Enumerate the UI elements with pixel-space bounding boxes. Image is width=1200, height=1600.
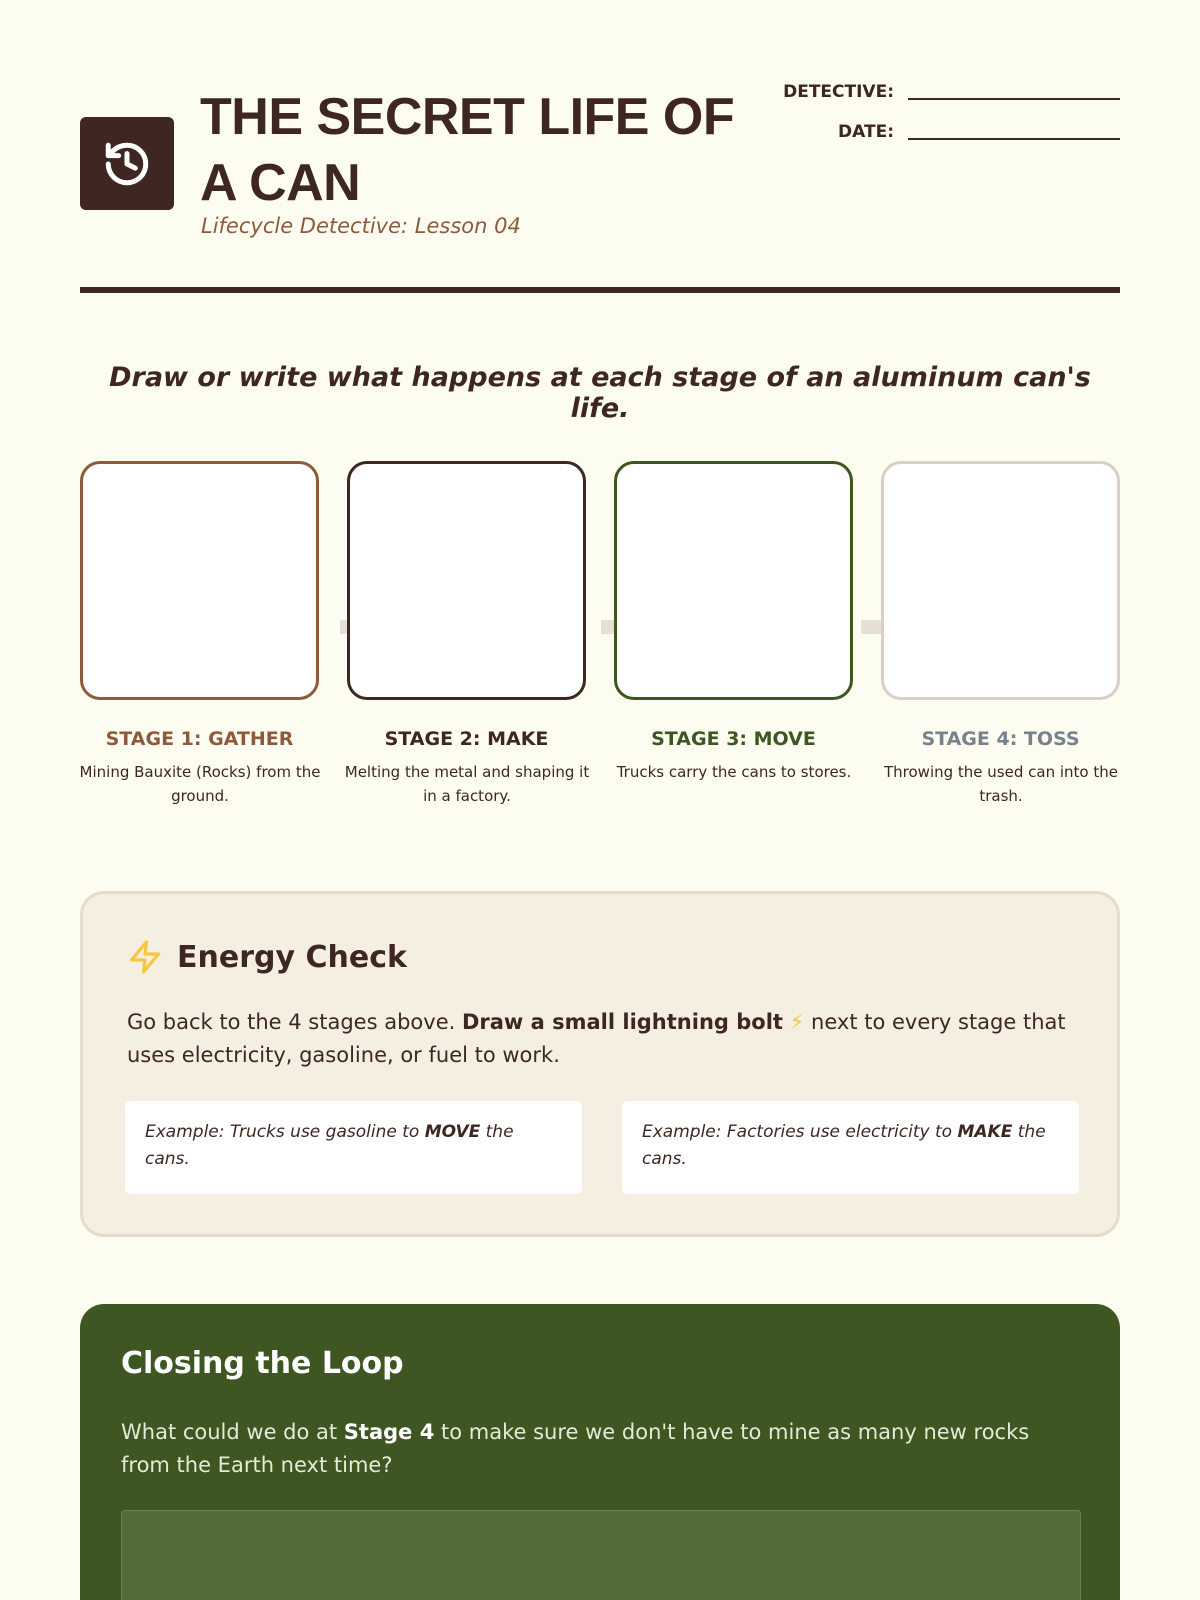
closing-loop-answer-area[interactable] [121, 1510, 1081, 1600]
example-text: the cans. [145, 1122, 514, 1169]
detective-input-line[interactable] [908, 98, 1120, 100]
energy-check-title: Energy Check [177, 939, 407, 975]
loop-text-part2: to make sure we don't have to mine as many new rocks from the Earth next time? [121, 1420, 1030, 1477]
stage-4-description: Throwing the used can into the trash. [884, 763, 1118, 805]
detective-field [783, 82, 1120, 102]
energy-text-part2: next to every stage that uses electricity, gasoline, or fuel to work. [127, 1010, 1066, 1067]
example-text: Example: Factories use electricity to [642, 1122, 958, 1142]
example-keyword: MOVE [424, 1122, 481, 1142]
energy-text-bold: Draw a small lightning bolt [461, 1010, 783, 1034]
logo [80, 117, 174, 210]
page-title: THE SECRET LIFE OF A CAN [200, 88, 735, 212]
closing-loop-question [121, 1416, 1081, 1482]
energy-check-panel [80, 891, 1120, 1237]
energy-example-card [125, 1101, 582, 1194]
example-text: the cans. [642, 1122, 1046, 1169]
loop-text-part1: What could we do at [121, 1420, 344, 1444]
energy-text-part1: Go back to the 4 stages above. [127, 1010, 462, 1034]
inline-lightning-icon: ⚡ [782, 1010, 812, 1034]
stage-4-drawing-box[interactable] [881, 461, 1120, 700]
closing-loop-title: Closing the Loop [121, 1346, 404, 1381]
date-field [838, 122, 1120, 142]
detective-label: DETECTIVE: [783, 82, 894, 102]
page-subtitle: Lifecycle Detective: Lesson 04 [201, 214, 521, 238]
header-divider [80, 287, 1120, 293]
instruction-text: Draw or write what happens at each stage of an aluminum can's life. [109, 362, 1091, 424]
stage-3-label: STAGE 3: MOVE [651, 728, 816, 750]
stage-1-description: Mining Bauxite (Rocks) from the ground. [79, 763, 321, 805]
energy-check-header [127, 938, 407, 976]
date-input-line[interactable] [908, 138, 1120, 140]
loop-text-bold: Stage 4 [343, 1420, 435, 1444]
stage-2-drawing-box[interactable] [347, 461, 586, 700]
closing-loop-panel [80, 1304, 1120, 1600]
stage-2-description: Melting the metal and shaping it in a factory. [344, 763, 590, 805]
date-label: DATE: [838, 122, 894, 142]
energy-example-card [622, 1101, 1079, 1194]
stage-3-drawing-box[interactable] [614, 461, 853, 700]
stage-3-description: Trucks carry the cans to stores. [616, 763, 852, 781]
stage-4-label: STAGE 4: TOSS [921, 728, 1080, 750]
stage-1-label: STAGE 1: GATHER [105, 728, 294, 750]
lightning-bolt-icon [127, 938, 163, 976]
example-keyword: MAKE [957, 1122, 1013, 1142]
history-clock-icon [102, 139, 152, 189]
energy-check-text [127, 1006, 1087, 1072]
stage-1-drawing-box[interactable] [80, 461, 319, 700]
stage-2-label: STAGE 2: MAKE [384, 728, 549, 750]
example-text: Example: Trucks use gasoline to [145, 1122, 425, 1142]
